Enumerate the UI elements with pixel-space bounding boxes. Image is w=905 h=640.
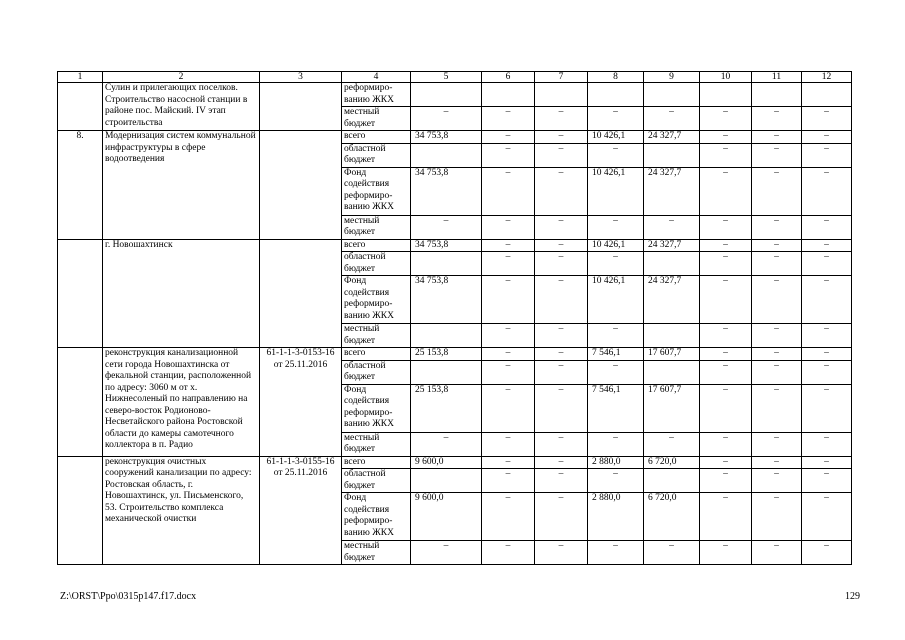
amount-cell: – (535, 167, 588, 215)
item-number (58, 83, 103, 131)
amount-cell: 2 880,0 (588, 456, 644, 469)
amount-cell: – (644, 215, 700, 239)
amount-cell (411, 83, 482, 107)
amount-cell: – (411, 215, 482, 239)
amount-cell: – (700, 493, 752, 541)
budget-table (57, 71, 852, 565)
amount-cell: – (535, 493, 588, 541)
item-number (58, 239, 103, 348)
amount-cell: – (752, 252, 802, 276)
amount-cell: – (588, 107, 644, 131)
amount-cell: – (644, 107, 700, 131)
amount-cell: – (535, 239, 588, 252)
amount-cell: – (700, 167, 752, 215)
amount-cell: 17 607,7 (644, 384, 700, 432)
amount-cell: – (802, 541, 852, 565)
amount-cell: – (482, 276, 535, 324)
amount-cell: 17 607,7 (644, 348, 700, 361)
amount-cell: 34 753,8 (411, 131, 482, 144)
column-number: 9 (644, 72, 700, 83)
item-name: Сулин и прилегающих поселков. Строительство насосной станции в районе пос. Майский. IV этап строительства (103, 83, 260, 131)
amount-cell: 9 600,0 (411, 493, 482, 541)
amount-cell: – (752, 384, 802, 432)
table-row (58, 348, 852, 361)
amount-cell: – (588, 432, 644, 456)
amount-cell: – (802, 493, 852, 541)
item-name: реконструкция канализационной сети города Новошахтинска от фекальной станции, расположенной по адресу: 3060 м от х. Нижнесоленый по направлению на северо-восток Родионово-Несветайского района Ростовской области до камеры самотечного коллектора в п. Радио (103, 348, 260, 457)
amount-cell: – (700, 456, 752, 469)
column-number: 3 (260, 72, 342, 83)
column-number: 11 (752, 72, 802, 83)
amount-cell: – (482, 239, 535, 252)
amount-cell: – (644, 432, 700, 456)
amount-cell: – (700, 469, 752, 493)
amount-cell: – (700, 107, 752, 131)
amount-cell: 7 546,1 (588, 348, 644, 361)
amount-cell: – (588, 252, 644, 276)
amount-cell: – (482, 432, 535, 456)
amount-cell: 9 600,0 (411, 456, 482, 469)
amount-cell (411, 143, 482, 167)
funding-source: всего (342, 348, 411, 361)
amount-cell: – (588, 469, 644, 493)
amount-cell: – (700, 239, 752, 252)
expertise-conclusion (260, 83, 342, 131)
amount-cell (752, 83, 802, 107)
amount-cell (482, 83, 535, 107)
amount-cell: – (802, 348, 852, 361)
amount-cell: 25 153,8 (411, 348, 482, 361)
amount-cell: – (482, 215, 535, 239)
amount-cell: – (752, 469, 802, 493)
amount-cell: – (802, 276, 852, 324)
amount-cell: – (700, 276, 752, 324)
funding-source: всего (342, 239, 411, 252)
document-page (57, 71, 852, 565)
amount-cell (588, 83, 644, 107)
amount-cell: 24 327,7 (644, 276, 700, 324)
amount-cell: – (802, 456, 852, 469)
funding-source: всего (342, 456, 411, 469)
table-row (58, 83, 852, 107)
amount-cell: – (482, 469, 535, 493)
amount-cell: – (535, 215, 588, 239)
amount-cell: – (752, 239, 802, 252)
amount-cell (644, 469, 700, 493)
amount-cell: 6 720,0 (644, 456, 700, 469)
amount-cell (644, 324, 700, 348)
amount-cell: – (482, 493, 535, 541)
amount-cell: 34 753,8 (411, 167, 482, 215)
amount-cell (411, 252, 482, 276)
item-name: г. Новошахтинск (103, 239, 260, 348)
item-number (58, 348, 103, 457)
amount-cell: – (700, 215, 752, 239)
amount-cell: – (700, 252, 752, 276)
item-number: 8. (58, 131, 103, 240)
amount-cell: – (700, 324, 752, 348)
amount-cell: 34 753,8 (411, 239, 482, 252)
amount-cell: 10 426,1 (588, 239, 644, 252)
amount-cell: – (482, 107, 535, 131)
amount-cell: – (752, 360, 802, 384)
column-number: 4 (342, 72, 411, 83)
amount-cell: 7 546,1 (588, 384, 644, 432)
column-number: 12 (802, 72, 852, 83)
amount-cell: – (752, 541, 802, 565)
amount-cell: – (588, 541, 644, 565)
funding-source: Фонд содействия реформиро-ванию ЖКХ (342, 167, 411, 215)
funding-source: областной бюджет (342, 360, 411, 384)
amount-cell: – (700, 432, 752, 456)
amount-cell: – (752, 167, 802, 215)
amount-cell: 6 720,0 (644, 493, 700, 541)
amount-cell: – (700, 143, 752, 167)
funding-source: местный бюджет (342, 215, 411, 239)
item-name: реконструкция очистных сооружений канализации по адресу: Ростовская область, г. Новошахтинск, ул. Письменского, 53. Строительство комплекса механической очистки (103, 456, 260, 565)
table-body (58, 72, 852, 565)
amount-cell: – (752, 276, 802, 324)
amount-cell: – (802, 215, 852, 239)
expertise-conclusion: 61-1-1-3-0155-16 от 25.11.2016 (260, 456, 342, 565)
amount-cell: – (700, 360, 752, 384)
amount-cell: – (802, 360, 852, 384)
amount-cell: – (482, 348, 535, 361)
amount-cell: – (535, 469, 588, 493)
funding-source: областной бюджет (342, 252, 411, 276)
amount-cell: – (535, 143, 588, 167)
amount-cell: 34 753,8 (411, 276, 482, 324)
amount-cell: – (752, 493, 802, 541)
amount-cell: – (482, 384, 535, 432)
funding-source: Фонд содействия реформиро-ванию ЖКХ (342, 493, 411, 541)
funding-source: областной бюджет (342, 143, 411, 167)
amount-cell (802, 83, 852, 107)
amount-cell (644, 360, 700, 384)
amount-cell: – (752, 456, 802, 469)
amount-cell (535, 83, 588, 107)
column-number: 8 (588, 72, 644, 83)
amount-cell: – (535, 360, 588, 384)
funding-source: местный бюджет (342, 107, 411, 131)
funding-source: всего (342, 131, 411, 144)
amount-cell: – (700, 131, 752, 144)
amount-cell (411, 360, 482, 384)
amount-cell: – (482, 143, 535, 167)
amount-cell: – (535, 276, 588, 324)
amount-cell: – (802, 131, 852, 144)
column-number: 7 (535, 72, 588, 83)
table-row (58, 456, 852, 469)
amount-cell: – (588, 360, 644, 384)
amount-cell (644, 143, 700, 167)
amount-cell: – (752, 348, 802, 361)
amount-cell: – (700, 384, 752, 432)
amount-cell: – (482, 456, 535, 469)
amount-cell: – (588, 324, 644, 348)
expertise-conclusion (260, 239, 342, 348)
amount-cell: – (752, 107, 802, 131)
amount-cell: – (411, 432, 482, 456)
amount-cell: – (482, 324, 535, 348)
amount-cell: – (802, 384, 852, 432)
funding-source: местный бюджет (342, 432, 411, 456)
funding-source: Фонд содействия реформиро-ванию ЖКХ (342, 384, 411, 432)
amount-cell: – (644, 541, 700, 565)
amount-cell: – (802, 143, 852, 167)
amount-cell: – (752, 143, 802, 167)
amount-cell: – (802, 252, 852, 276)
funding-source: местный бюджет (342, 324, 411, 348)
amount-cell: – (802, 107, 852, 131)
amount-cell: – (535, 541, 588, 565)
amount-cell: 25 153,8 (411, 384, 482, 432)
amount-cell: 24 327,7 (644, 131, 700, 144)
amount-cell (700, 83, 752, 107)
amount-cell: – (700, 348, 752, 361)
amount-cell: – (535, 252, 588, 276)
amount-cell: – (588, 143, 644, 167)
table-row (58, 131, 852, 144)
item-number (58, 456, 103, 565)
amount-cell: – (752, 432, 802, 456)
amount-cell: – (411, 107, 482, 131)
amount-cell: – (802, 432, 852, 456)
table-row (58, 239, 852, 252)
amount-cell: – (535, 432, 588, 456)
amount-cell: – (588, 215, 644, 239)
amount-cell: – (482, 131, 535, 144)
amount-cell: – (802, 167, 852, 215)
amount-cell: – (752, 131, 802, 144)
amount-cell: 10 426,1 (588, 167, 644, 215)
funding-source: местный бюджет (342, 541, 411, 565)
amount-cell: – (700, 541, 752, 565)
expertise-conclusion (260, 131, 342, 240)
column-number: 5 (411, 72, 482, 83)
amount-cell: 10 426,1 (588, 131, 644, 144)
amount-cell: – (411, 541, 482, 565)
column-number: 6 (482, 72, 535, 83)
amount-cell: – (535, 384, 588, 432)
item-name: Модернизация систем коммунальной инфраструктуры в сфере водоотведения (103, 131, 260, 240)
file-path: Z:\ORST\Ppo\0315p147.f17.docx (60, 591, 197, 602)
amount-cell: – (482, 167, 535, 215)
amount-cell: 2 880,0 (588, 493, 644, 541)
expertise-conclusion: 61-1-1-3-0153-16 от 25.11.2016 (260, 348, 342, 457)
column-number: 2 (103, 72, 260, 83)
amount-cell: – (535, 348, 588, 361)
amount-cell: – (752, 215, 802, 239)
amount-cell (411, 324, 482, 348)
amount-cell: – (482, 252, 535, 276)
amount-cell: – (482, 360, 535, 384)
amount-cell: – (752, 324, 802, 348)
amount-cell (644, 252, 700, 276)
amount-cell: – (802, 469, 852, 493)
column-number: 1 (58, 72, 103, 83)
amount-cell: – (482, 541, 535, 565)
amount-cell: – (802, 239, 852, 252)
amount-cell: 10 426,1 (588, 276, 644, 324)
funding-source: областной бюджет (342, 469, 411, 493)
funding-source: реформиро-ванию ЖКХ (342, 83, 411, 107)
amount-cell (411, 469, 482, 493)
amount-cell: – (535, 131, 588, 144)
amount-cell: – (535, 107, 588, 131)
amount-cell: – (535, 456, 588, 469)
amount-cell: – (802, 324, 852, 348)
amount-cell: 24 327,7 (644, 167, 700, 215)
column-number-row (58, 72, 852, 83)
amount-cell: 24 327,7 (644, 239, 700, 252)
amount-cell (644, 83, 700, 107)
page-number: 129 (845, 591, 860, 602)
amount-cell: – (535, 324, 588, 348)
column-number: 10 (700, 72, 752, 83)
funding-source: Фонд содействия реформиро-ванию ЖКХ (342, 276, 411, 324)
